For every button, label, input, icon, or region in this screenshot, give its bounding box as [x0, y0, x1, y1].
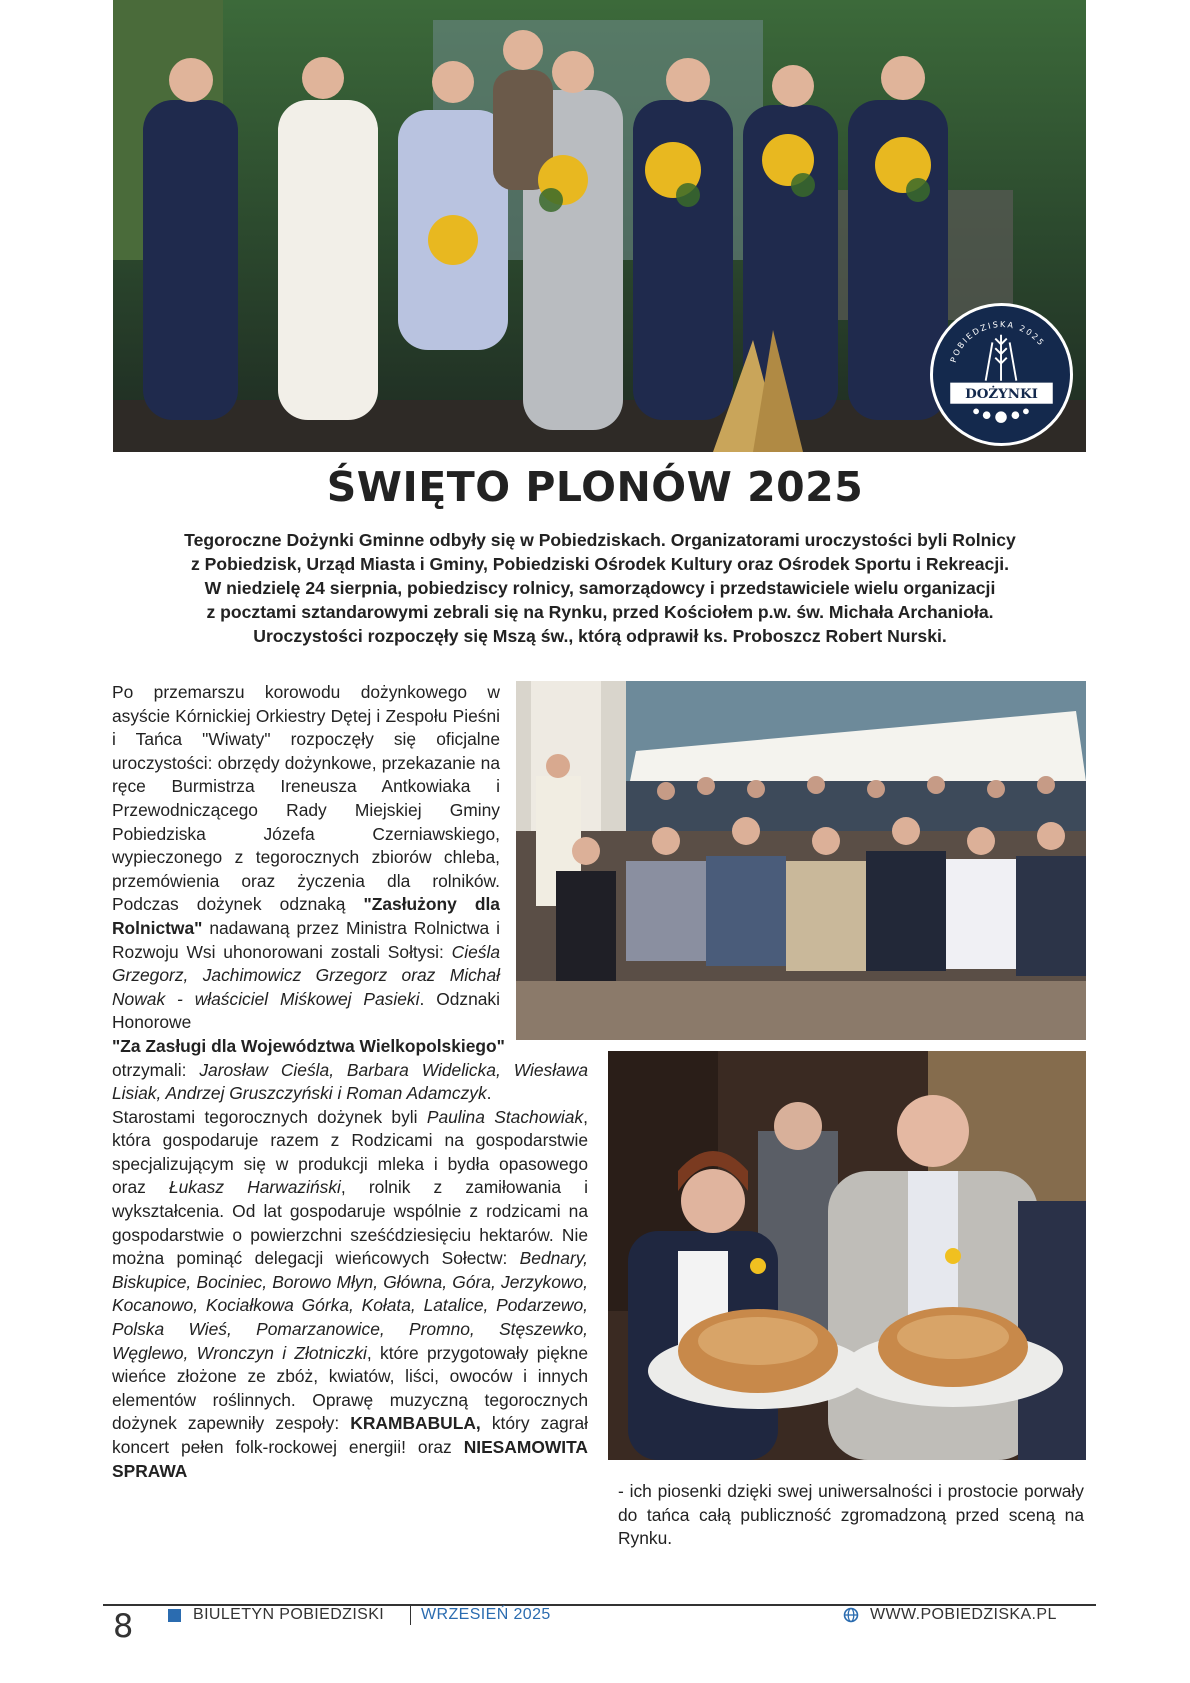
- badge-ring-text: POBIEDZISKA 2025: [947, 318, 1048, 364]
- body-paragraph-2: [112, 1059, 588, 1106]
- lead-line: z pocztami sztandarowymi zebrali się na Rynku, przed Kościołem p.w. św. Michała Archanioła.: [206, 602, 994, 622]
- lead-line: Tegoroczne Dożynki Gminne odbyły się w Pobiedziskach. Organizatorami uroczystości byli Rolnicy: [184, 530, 1016, 550]
- page-number: 8: [113, 1607, 134, 1645]
- body-text: Po przemarszu korowodu dożynkowego w asyście Kórnickiej Orkiestry Dętej i Zespołu Pieśni i Tańca "Wiwaty" rozpoczęły się oficjalne uroczystości: obrzędy dożynkowe, przekazanie na ręce Burmistrza Ireneusza Antkowiaka i Przewodniczącego Rady Miejskiej Gminy Pobiedziska Józefa Czerniawskiego, wypieczonego z tegorocznych zbiorów chleba, przemówienia oraz życzenia dla rolników. Podczas dożynek odznaką: [112, 682, 500, 915]
- band-name: KRAMBABULA,: [350, 1413, 481, 1434]
- wheat-icon: [986, 335, 1017, 381]
- photo-starosta-couple-with-bread: [608, 1051, 1086, 1460]
- body-text: nadawaną przez Ministra Rolnictwa i Rozwoju Wsi uhonorowani zostali Sołtysi:: [112, 917, 500, 962]
- lead-line: z Pobiedzisk, Urząd Miasta i Gminy, Pobiedziski Ośrodek Kultury oraz Ośrodek Sportu i Rekreacji.: [190, 554, 1009, 574]
- honoree-names: Cieśla Grzegorz, Jachimowicz Grzegorz oraz Michał Nowak - właściciel Miśkowej Pasieki: [112, 941, 500, 1009]
- lead-line: Uroczystości rozpoczęły się Mszą św., którą odprawił ks. Proboszcz Robert Nurski.: [253, 626, 947, 646]
- body-text: .: [486, 1083, 492, 1104]
- body-text: otrzymali:: [112, 1059, 200, 1080]
- folk-ornament-icon: [973, 409, 1029, 423]
- band-name: NIESAMOWITA SPRAWA: [112, 1437, 588, 1481]
- body-wide-section: [112, 1035, 588, 1483]
- dozynki-logo-badge: [930, 303, 1073, 446]
- footer-separator: [410, 1605, 411, 1625]
- website-link[interactable]: WWW.POBIEDZISKA.PL: [870, 1606, 1057, 1623]
- honoree-names: Jarosław Cieśla, Barbara Widelicka, Wiesława Lisiak, Andrzej Gruszczyński i Roman Adamczyk: [112, 1059, 588, 1104]
- lead-line: W niedzielę 24 sierpnia, pobiedziscy rolnicy, samorządowcy i przedstawiciele wielu organizacji: [204, 578, 996, 598]
- article-body-left-column: [112, 681, 589, 1483]
- article-title: ŚWIĘTO PLONÓW 2025: [326, 463, 864, 511]
- starosta-name: Łukasz Harwaziński: [168, 1177, 341, 1198]
- article-lead: [140, 528, 1060, 648]
- body-text: , które przygotowały piękne wieńce złożone ze zbóż, kwiatów, liści, owoców i innych elementów roślinnych. Oprawę muzyczną tegorocznych dożynek zapewniły zespoły:: [112, 1342, 588, 1434]
- globe-icon: [843, 1607, 859, 1623]
- publication-name: BIULETYN POBIEDZISKI: [193, 1606, 385, 1623]
- body-paragraph-5: - ich piosenki dzięki swej uniwersalności i prostocie porwały do tańca całą publiczność zgromadzoną przed sceną na Rynku.: [618, 1481, 1084, 1549]
- article-body-right-column: [618, 1480, 1084, 1551]
- body-paragraph-3: [112, 1106, 588, 1484]
- body-text: Starostami tegorocznych dożynek byli: [112, 1106, 427, 1127]
- starosta-name: Paulina Stachowiak: [426, 1106, 584, 1127]
- issue-date: WRZESIEŃ 2025: [421, 1606, 551, 1623]
- award-name: "Za Zasługi dla Województwa Wielkopolskiego": [112, 1035, 505, 1056]
- body-text: , rolnik z zamiłowania i wykształcenia. Od lat gospodaruje wspólnie z rodzicami na gospodarstwie o powierzchni sześćdziesięciu hektarów. Nie można pominąć delegacji wieńcowych Sołectw:: [112, 1177, 588, 1269]
- body-paragraph-1: [112, 681, 500, 1035]
- body-text: , która gospodaruje razem z Rodzicami na gospodarstwie specjalizującym się w produkcji mleka i bydła opasowego oraz: [112, 1106, 589, 1198]
- badge-label: DOŻYNKI: [965, 385, 1038, 402]
- photo-audience-seated: [516, 681, 1086, 1040]
- village-names: Bednary, Biskupice, Bociniec, Borowo Młyn, Główna, Góra, Jerzykowo, Kocanowo, Kociałkowa Górka, Kołata, Latalice, Podarzewo, Polska Wieś, Pomarzanowice, Promno, Stęszewko, Węglewo, Wronczyn i Złotniczki: [112, 1248, 588, 1363]
- square-bullet-icon: [168, 1609, 181, 1622]
- body-text: który zagrał koncert pełen folk-rockowej energii! oraz: [112, 1413, 589, 1457]
- body-text: . Odznaki Honorowe: [112, 988, 500, 1033]
- award-name: "Zasłużony dla Rolnictwa": [112, 894, 500, 938]
